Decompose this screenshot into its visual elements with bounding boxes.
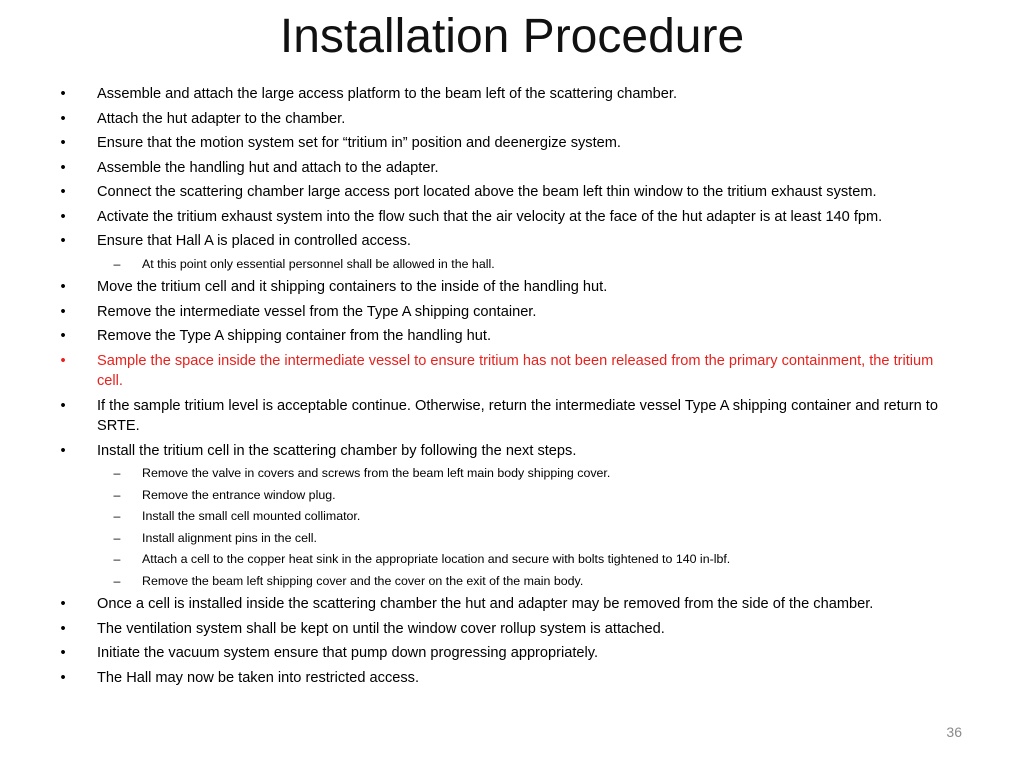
sub-list-item: [0, 530, 1024, 548]
list-item: [0, 396, 1024, 437]
procedure-list: [0, 84, 1024, 692]
item-text: Activate the tritium exhaust system into the flow such that the air velocity at the face of the hut adapter is at least 140 fpm.: [97, 208, 883, 225]
item-text: Once a cell is installed inside the scattering chamber the hut and adapter may be removed from the side of the chamber.: [97, 596, 874, 612]
list-item: [0, 207, 1024, 228]
bullet-marker: •: [60, 645, 66, 661]
dash-marker: –: [113, 256, 121, 271]
item-text: Assemble and attach the large access platform to the beam left of the scattering chamber.: [97, 86, 678, 102]
item-text: Install the tritium cell in the scattering chamber by following the next steps.: [97, 442, 577, 459]
sub-list-item: [0, 573, 1024, 591]
item-text: Remove the entrance window plug.: [142, 487, 336, 502]
sub-list-item: [0, 508, 1024, 526]
list-item: [0, 351, 1024, 392]
item-text: Ensure that the motion system set for “tritium in” position and deenergize system.: [97, 135, 621, 151]
bullet-marker: •: [60, 184, 66, 200]
item-text: Ensure that Hall A is placed in controlled access.: [97, 233, 411, 249]
bullet-marker: •: [60, 596, 66, 612]
sub-list-item: [0, 465, 1024, 483]
bullet-marker: •: [60, 328, 66, 344]
bullet-marker: •: [60, 352, 66, 369]
sub-list-item: [0, 256, 1024, 274]
bullet-marker: •: [60, 620, 66, 637]
bullet-marker: •: [60, 135, 66, 151]
item-text: Install the small cell mounted collimator.: [142, 509, 361, 523]
dash-marker: –: [113, 509, 121, 523]
item-text: If the sample tritium level is acceptable continue. Otherwise, return the intermediate vessel Type A shipping container and return to SRTE.: [97, 397, 938, 434]
item-text: Initiate the vacuum system ensure that pump down progressing appropriately.: [97, 645, 599, 661]
item-text: The Hall may now be taken into restricted access.: [97, 669, 420, 686]
list-item: [0, 277, 1024, 298]
dash-marker: –: [113, 487, 121, 502]
sub-list-item: [0, 551, 1024, 569]
bullet-marker: •: [60, 110, 66, 127]
item-text: Remove the intermediate vessel from the Type A shipping container.: [97, 303, 537, 320]
item-text: Move the tritium cell and it shipping containers to the inside of the handling hut.: [97, 279, 608, 295]
list-item: [0, 643, 1024, 664]
dash-marker: –: [113, 573, 121, 588]
bullet-marker: •: [60, 279, 66, 295]
item-text: Remove the Type A shipping container from the handling hut.: [97, 328, 492, 344]
list-item: [0, 133, 1024, 154]
bullet-marker: •: [60, 397, 66, 414]
bullet-marker: •: [60, 669, 66, 686]
list-item: [0, 668, 1024, 689]
sub-list-item: [0, 487, 1024, 505]
dash-marker: –: [113, 466, 121, 480]
bullet-marker: •: [60, 442, 66, 459]
item-text: Connect the scattering chamber large access port located above the beam left thin window to the tritium exhaust system.: [97, 184, 877, 200]
item-text: Attach the hut adapter to the chamber.: [97, 110, 346, 127]
bullet-marker: •: [60, 303, 66, 320]
dash-marker: –: [113, 530, 121, 545]
item-text: Remove the beam left shipping cover and the cover on the exit of the main body.: [142, 573, 584, 588]
list-item: [0, 109, 1024, 130]
list-item: [0, 594, 1024, 615]
item-text: Attach a cell to the copper heat sink in the appropriate location and secure with bolts tightened to 140 in-lbf.: [142, 552, 731, 566]
list-item: [0, 441, 1024, 462]
bullet-marker: •: [60, 233, 66, 249]
item-text: Assemble the handling hut and attach to the adapter.: [97, 159, 439, 176]
bullet-marker: •: [60, 159, 66, 176]
page-number: 36: [946, 724, 962, 740]
list-item: [0, 231, 1024, 252]
bullet-marker: •: [60, 86, 66, 102]
item-text: The ventilation system shall be kept on until the window cover rollup system is attached.: [97, 620, 665, 637]
item-text: Install alignment pins in the cell.: [142, 530, 317, 545]
list-item: [0, 182, 1024, 203]
bullet-marker: •: [60, 208, 66, 225]
slide-title: Installation Procedure: [279, 10, 745, 63]
item-text: Remove the valve in covers and screws from the beam left main body shipping cover.: [142, 466, 611, 480]
item-text: At this point only essential personnel shall be allowed in the hall.: [142, 256, 495, 271]
list-item: [0, 302, 1024, 323]
item-text: Sample the space inside the intermediate vessel to ensure tritium has not been released from the primary containment, the tritium cell.: [97, 352, 934, 389]
dash-marker: –: [113, 552, 121, 566]
list-item: [0, 619, 1024, 640]
list-item: [0, 158, 1024, 179]
list-item: [0, 84, 1024, 105]
list-item: [0, 326, 1024, 347]
